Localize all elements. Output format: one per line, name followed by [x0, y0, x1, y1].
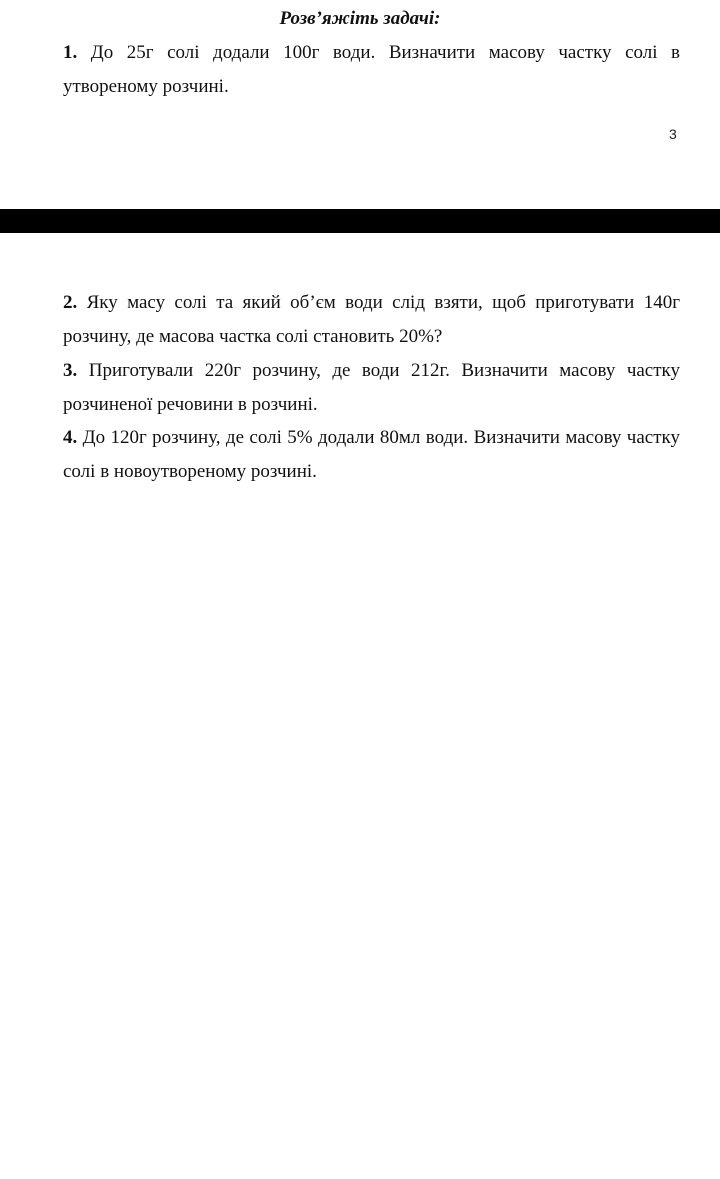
page-marker: 3 [669, 126, 677, 142]
problem-text: До 120г розчину, де солі 5% додали 80мл води. Визначити масову частку солі в новоутвореному розчині. [63, 427, 680, 482]
problem-number: 4. [63, 427, 78, 448]
black-divider-bar [0, 209, 720, 233]
problem-1 [63, 36, 680, 104]
problem-text: Приготували 220г розчину, де води 212г. Визначити масову частку розчиненої речовини в розчині. [63, 360, 680, 415]
problem-4 [63, 421, 680, 489]
problem-number: 3. [63, 360, 78, 381]
page-heading: Розв’яжіть задачі: [279, 8, 441, 29]
problem-text: Яку масу солі та який об’єм води слід взяти, щоб приготувати 140г розчину, де масова частка солі становить 20%? [63, 292, 680, 347]
problem-text: До 25г солі додали 100г води. Визначити масову частку солі в утвореному розчині. [63, 42, 681, 97]
problem-number: 1. [63, 42, 78, 63]
problem-2 [63, 286, 680, 354]
problem-3 [63, 354, 680, 422]
problem-number: 2. [63, 292, 78, 313]
